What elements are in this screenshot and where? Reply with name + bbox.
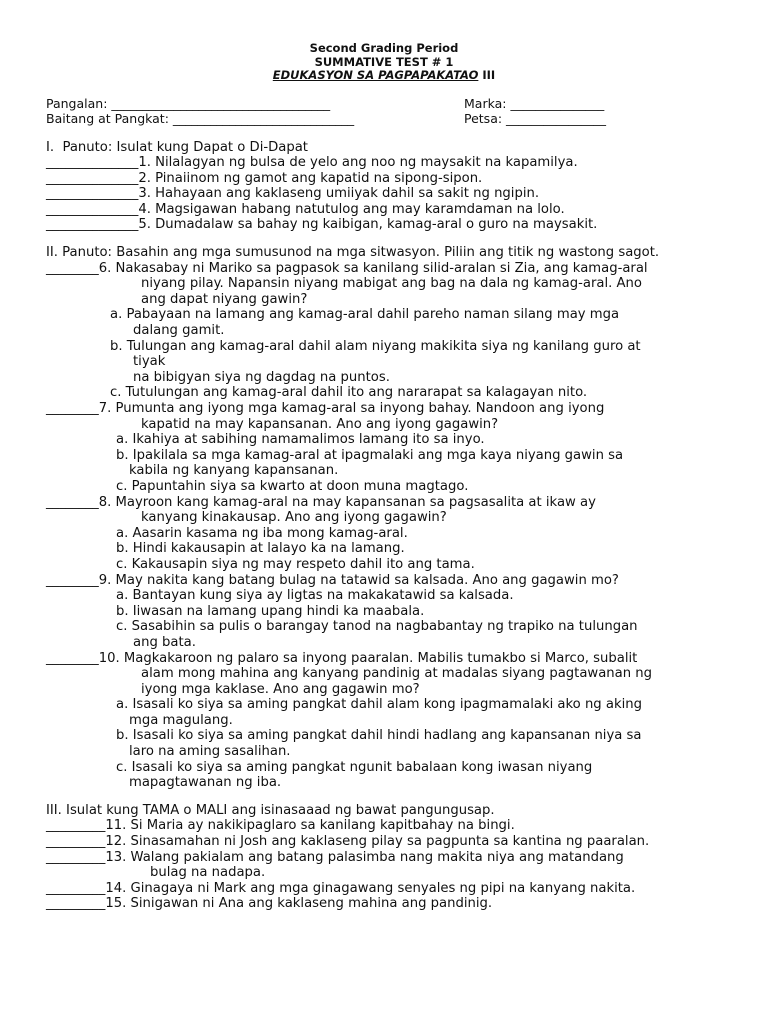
question-10-text: alam mong mahina ang kanyang pandinig at madalas siyang pagtawanan ng [141, 666, 652, 682]
question-12[interactable]: _________12. Sinasamahan ni Josh ang kaklaseng pilay sa pagpunta sa kantina ng paaralan. [46, 834, 650, 850]
choice-9c: c. Sasabihin sa pulis o barangay tanod na nagbabantay ng trapiko na tulungan [116, 619, 638, 635]
student-info [46, 96, 768, 128]
date-field[interactable]: Petsa: ________________ [464, 110, 607, 126]
part-1-title: I. Panuto: Isulat kung Dapat o Di-Dapat [46, 139, 308, 155]
choice-6b-cont: na bibigyan siya ng dagdag na puntos. [133, 369, 390, 385]
choice-10c: c. Isasali ko siya sa aming pangkat ngunit babalaan kong iwasan niyang [116, 759, 593, 775]
part-2-title: II. Panuto: Basahin ang mga sumusunod na mga sitwasyon. Piliin ang titik ng wastong sagot. [46, 245, 660, 261]
test-header [46, 42, 722, 83]
choice-7a: a. Ikahiya at sabihing namamalimos lamang ito sa inyo. [116, 432, 485, 448]
question-2[interactable]: ______________2. Pinaiinom ng gamot ang kapatid na sipong-sipon. [46, 170, 483, 186]
question-3[interactable]: ______________3. Hahayaan ang kaklaseng umiiyak dahil sa sakit ng ngipin. [46, 186, 540, 202]
question-10-text: iyong mga kaklase. Ano ang gagawin mo? [141, 681, 420, 697]
score-field[interactable]: Marka: _______________ [464, 95, 605, 111]
grade-section-field[interactable]: Baitang at Pangkat: _____________________________ [46, 110, 355, 126]
question-15[interactable]: _________15. Sinigawan ni Ana ang kaklaseng mahina ang pandinig. [46, 896, 493, 912]
choice-6b: b. Tulungan ang kamag-aral dahil alam niyang makikita siya ng kanilang guro at [110, 338, 641, 354]
choice-10b: b. Isasali ko siya sa aming pangkat dahil hindi hadlang ang kapansanan niya sa [116, 728, 642, 744]
question-7[interactable]: ________7. Pumunta ang iyong mga kamag-aral sa inyong bahay. Nandoon ang iyong [46, 401, 605, 416]
question-7-text: kapatid na may kapansanan. Ano ang iyong gagawin? [141, 416, 499, 432]
question-8-text: kanyang kinakausap. Ano ang iyong gagawin? [141, 510, 447, 526]
choice-10a-cont: mga magulang. [129, 712, 233, 728]
choice-10b-cont: laro na aming sasalihan. [129, 744, 291, 760]
question-10[interactable]: ________10. Magkakaroon ng palaro sa inyong paaralan. Mabilis tumakbo si Marco, subalit [46, 650, 638, 666]
question-11[interactable]: _________11. Si Maria ay nakikipaglaro sa kanilang kapitbahay na bingi. [46, 818, 515, 834]
choice-6a-cont: dalang gamit. [133, 323, 225, 339]
question-13[interactable]: _________13. Walang pakialam ang batang palasimba nang makita niya ang matandang [46, 849, 624, 865]
choice-8b: b. Hindi kakausapin at lalayo ka na lamang. [116, 541, 405, 557]
part-3-title: III. Isulat kung TAMA o MALI ang isinasaaad ng bawat pangungusap. [46, 802, 495, 818]
choice-8c: c. Kakausapin siya ng may respeto dahil ito ang tama. [116, 556, 475, 572]
choice-7b: b. Ipakilala sa mga kamag-aral at ipagmalaki ang mga kaya niyang gawin sa [116, 447, 624, 463]
question-4[interactable]: ______________4. Magsigawan habang natutulog ang may karamdaman na lolo. [46, 201, 565, 217]
choice-10c-cont: mapagtawanan ng iba. [129, 775, 282, 791]
choice-7c: c. Papuntahin siya sa kwarto at doon muna magtago. [116, 478, 469, 494]
question-14[interactable]: _________14. Ginagaya ni Mark ang mga ginagawang senyales ng pipi na kanyang nakita. [46, 880, 636, 896]
choice-6b-cont: tiyak [133, 354, 166, 370]
choice-7b-cont: kabila ng kanyang kapansanan. [129, 463, 339, 479]
choice-6c: c. Tutulungan ang kamag-aral dahil ito ang nararapat sa kalagayan nito. [110, 385, 588, 401]
subject-line [46, 69, 722, 83]
question-8[interactable]: ________8. Mayroon kang kamag-aral na may kapansanan sa pagsasalita at ikaw ay [46, 494, 596, 510]
name-field[interactable]: Pangalan: ___________________________________ [46, 95, 331, 111]
choice-8a: a. Aasarin kasama ng iba mong kamag-aral. [116, 525, 408, 541]
choice-9a: a. Bantayan kung siya ay ligtas na makakatawid sa kalsada. [116, 588, 514, 604]
question-9[interactable]: ________9. May nakita kang batang bulag na tatawid sa kalsada. Ano ang gagawin mo? [46, 572, 619, 588]
question-6[interactable]: ________6. Nakasabay ni Mariko sa pagpasok sa kanilang silid-aralan si Zia, ang kamag-aral [46, 260, 648, 276]
part-2 [46, 245, 768, 791]
choice-9c-cont: ang bata. [133, 634, 196, 650]
question-5[interactable]: ______________5. Dumadalaw sa bahay ng kaibigan, kamag-aral o guro na maysakit. [46, 217, 598, 233]
choice-6a: a. Pabayaan na lamang ang kamag-aral dahil pareho naman silang may mga [110, 307, 620, 323]
choice-9b: b. Iiwasan na lamang upang hindi ka maabala. [116, 603, 425, 619]
grading-period: Second Grading Period [309, 41, 459, 55]
choice-10a: a. Isasali ko siya sa aming pangkat dahil alam kong ipagmamalaki ako ng aking [116, 697, 642, 713]
question-6-text: ang dapat niyang gawin? [141, 291, 308, 307]
question-6-text: niyang pilay. Napansin niyang mabigat ang bag na dala ng kamag-aral. Ano [141, 276, 642, 292]
grade-level: III [478, 68, 496, 82]
test-title: SUMMATIVE TEST # 1 [314, 54, 454, 69]
subject-name: EDUKASYON SA PAGPAPAKATAO [272, 68, 479, 82]
question-13-cont: bulag na nadapa. [150, 865, 266, 881]
part-3 [46, 803, 768, 912]
question-1[interactable]: ______________1. Nilalagyan ng bulsa de yelo ang noo ng maysakit na kapamilya. [46, 155, 578, 171]
part-1 [46, 140, 768, 234]
